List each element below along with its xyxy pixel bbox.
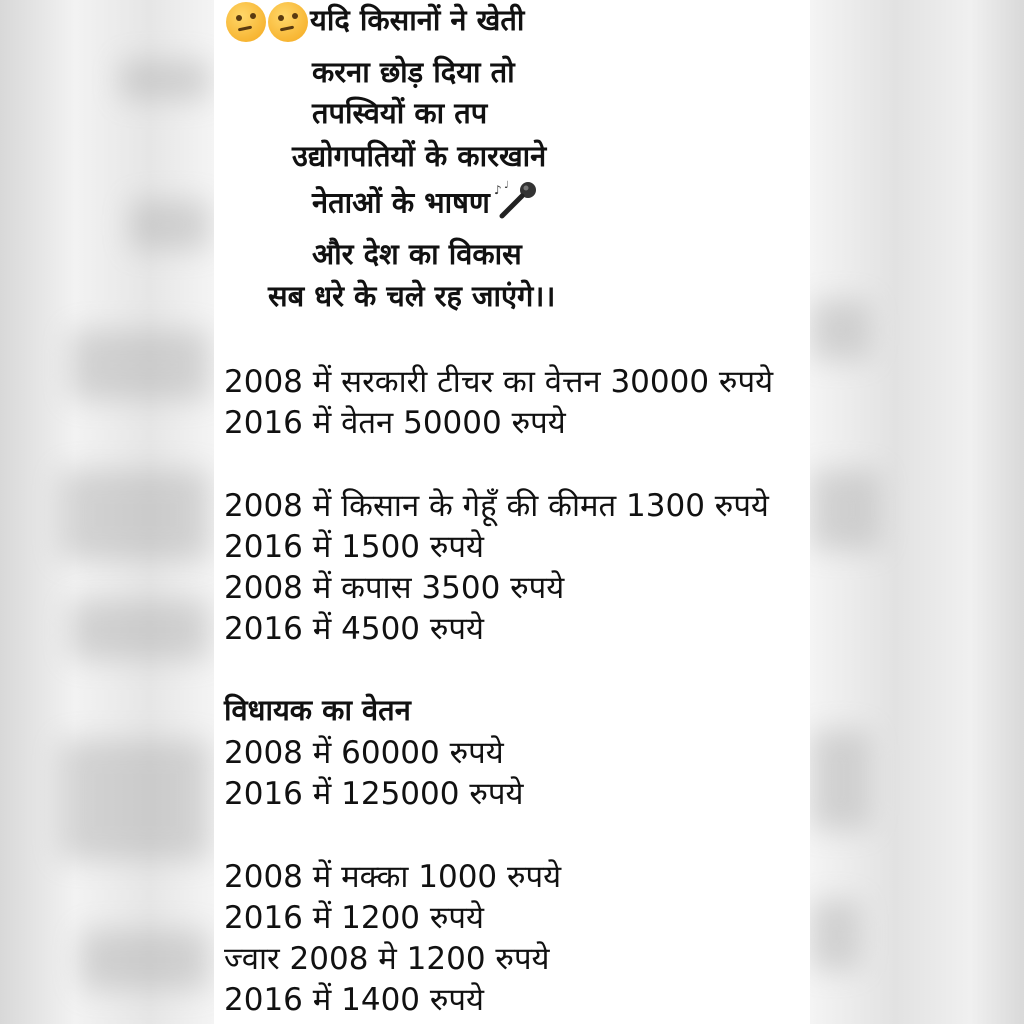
wheat-price-2008: 2008 में किसान के गेहूँ की कीमत 1300 रुपये [224, 488, 769, 524]
blurred-background-left [0, 0, 214, 1024]
poem-line-4: उद्योगपतियों के कारखाने [292, 139, 547, 173]
maize-price-2008: 2008 में मक्का 1000 रुपये [224, 859, 562, 895]
poem-text: नेताओं के भाषण [312, 185, 490, 220]
message-panel [214, 0, 810, 1024]
thinking-face-icon [226, 2, 266, 42]
wheat-price-2016: 2016 में 1500 रुपये [224, 529, 485, 565]
blurred-background-right [810, 0, 1024, 1024]
poem-line-2: करना छोड़ दिया तो [312, 55, 515, 89]
cotton-price-2008: 2008 में कपास 3500 रुपये [224, 570, 565, 606]
poem-line-1 [226, 0, 524, 42]
cotton-price-2016: 2016 में 4500 रुपये [224, 611, 485, 647]
poem-text: यदि किसानों ने खेती [310, 3, 525, 37]
poem-line-5 [312, 180, 538, 229]
mla-salary-2008: 2008 में 60000 रुपये [224, 735, 504, 771]
teacher-salary-2008: 2008 में सरकारी टीचर का वेत्तन 30000 रुपये [224, 364, 774, 400]
poem-line-6: और देश का विकास [312, 237, 522, 271]
jowar-price-2016: 2016 में 1400 रुपये [224, 982, 485, 1018]
poem-line-3: तपस्वियों का तप [312, 96, 488, 130]
svg-text:♩: ♩ [503, 180, 509, 191]
poem-line-7: सब धरे के चले रह जाएंगे।। [268, 279, 556, 313]
teacher-salary-2016: 2016 में वेतन 50000 रुपये [224, 405, 566, 441]
mla-salary-2016: 2016 में 125000 रुपये [224, 776, 524, 812]
jowar-price-2008: ज्वार 2008 मे 1200 रुपये [224, 941, 550, 977]
svg-text:♪: ♪ [493, 183, 502, 197]
mla-salary-heading: विधायक का वेतन [224, 693, 411, 727]
maize-price-2016: 2016 में 1200 रुपये [224, 900, 485, 936]
thinking-face-icon [268, 2, 308, 42]
microphone-icon [492, 180, 538, 229]
